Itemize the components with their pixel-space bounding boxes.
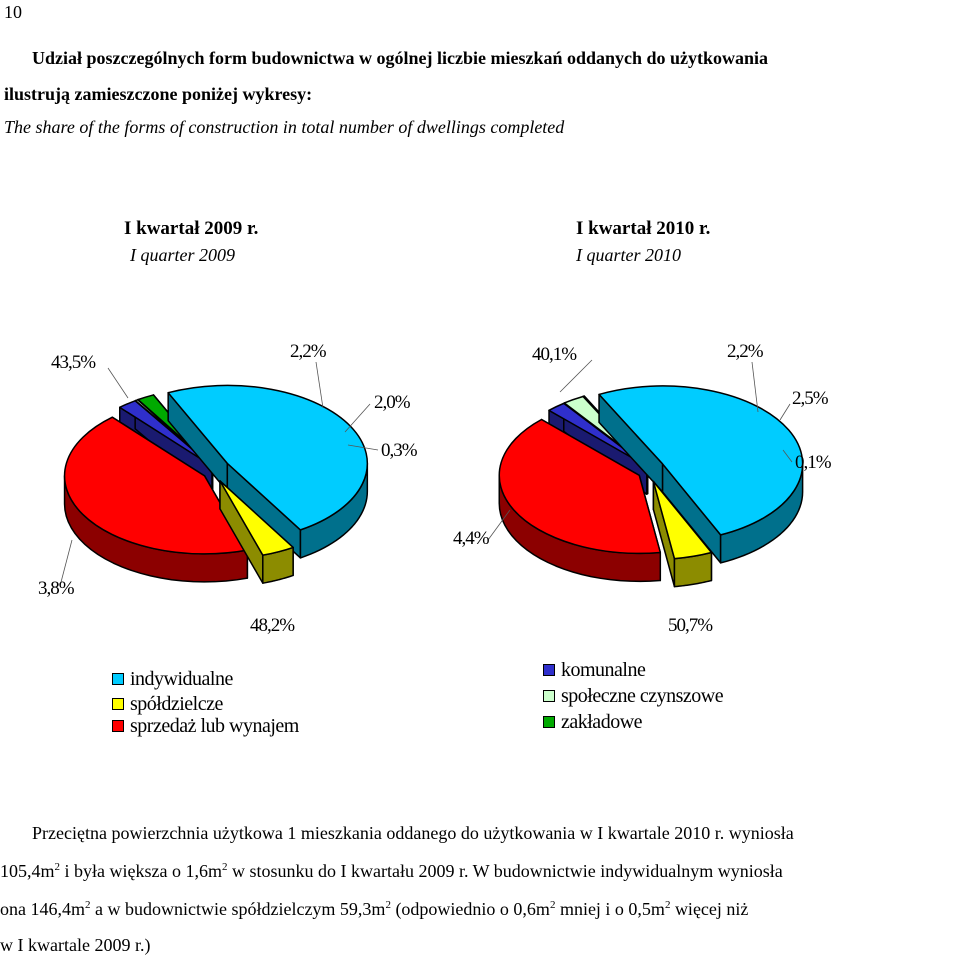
legend-item-indywidualne [112,667,233,691]
chart1-label-spoldzielcze: 3,8% [38,578,74,599]
legend-label: sprzedaż lub wynajem [130,714,299,737]
pie-chart-2 [499,386,802,587]
legend-label: indywidualne [130,667,233,690]
paragraph-line2: $105,4m^2$ i była większa o $1,6m^2$ w stosunku do I kwartału 2009 r. W budownictwie indywidualnym wyniosła [0,861,783,881]
pie-chart-1 [65,385,368,583]
legend-label: spółdzielcze [130,692,223,715]
chart2-label-spoleczne: 2,5% [792,388,828,409]
legend-swatch-komunalne [543,664,555,676]
chart1-label-zakladowe: 2,0% [374,392,410,413]
page-number: 10 [4,2,22,22]
heading-english: The share of the forms of construction in total number of dwellings completed [4,117,565,137]
chart2-label-indywidualne: 50,7% [668,615,713,636]
legend-swatch-sprzedaz [112,720,124,732]
chart1-subtitle: I quarter 2009 [130,245,235,265]
legend-swatch-indywidualne [112,673,124,685]
chart2-title: I kwartał 2010 r. [576,218,711,239]
paragraph-line3: ona $146,4m^2$ a w budownictwie spółdzielczym $59,3m^2$ (odpowiednio o $0,6m^2$ mniej i o $0,5m^2$ więcej niż [0,899,749,919]
chart2-label-komunalne: 2,2% [727,341,763,362]
leader-line [316,362,323,408]
chart1-label-indywidualne: 48,2% [250,615,295,636]
chart2-label-zakladowe: 0,1% [795,452,831,473]
chart2-label-sprzedaz: 40,1% [532,344,577,365]
legend-item-spoleczne [543,684,723,708]
chart1-label-sprzedaz: 43,5% [51,352,96,373]
legend-swatch-spoldzielcze [112,698,124,710]
legend-label: komunalne [561,658,646,681]
heading-polish-line1: Udział poszczególnych form budownictwa w ogólnej liczbie mieszkań oddanych do użytkowania [32,48,769,68]
leader-line [780,404,790,420]
heading-polish-line2: ilustrują zamieszczone poniżej wykresy: [4,84,313,104]
chart1-title: I kwartał 2009 r. [124,218,259,239]
chart1-label-komunalne: 2,2% [290,341,326,362]
legend-item-zakladowe [543,710,642,734]
leader-line [108,368,128,398]
leader-line [345,404,370,432]
legend-item-spoldzielcze [112,692,223,716]
legend-swatch-zakladowe [543,716,555,728]
legend-item-sprzedaz [112,714,299,738]
legend-item-komunalne [543,658,645,682]
chart2-label-spoldzielcze: 4,4% [453,528,489,549]
paragraph-line1: Przeciętna powierzchnia użytkowa 1 mieszkania oddanego do użytkowania w I kwartale 2010 r. wyniosła [32,823,794,843]
legend-label: zakładowe [561,710,643,733]
legend-label: społeczne czynszowe [561,684,724,707]
chart2-subtitle: I quarter 2010 [576,245,681,265]
chart1-label-spoleczne: 0,3% [381,440,417,461]
paragraph-line4: w I kwartale 2009 r.) [0,935,151,955]
legend-swatch-spoleczne [543,690,555,702]
